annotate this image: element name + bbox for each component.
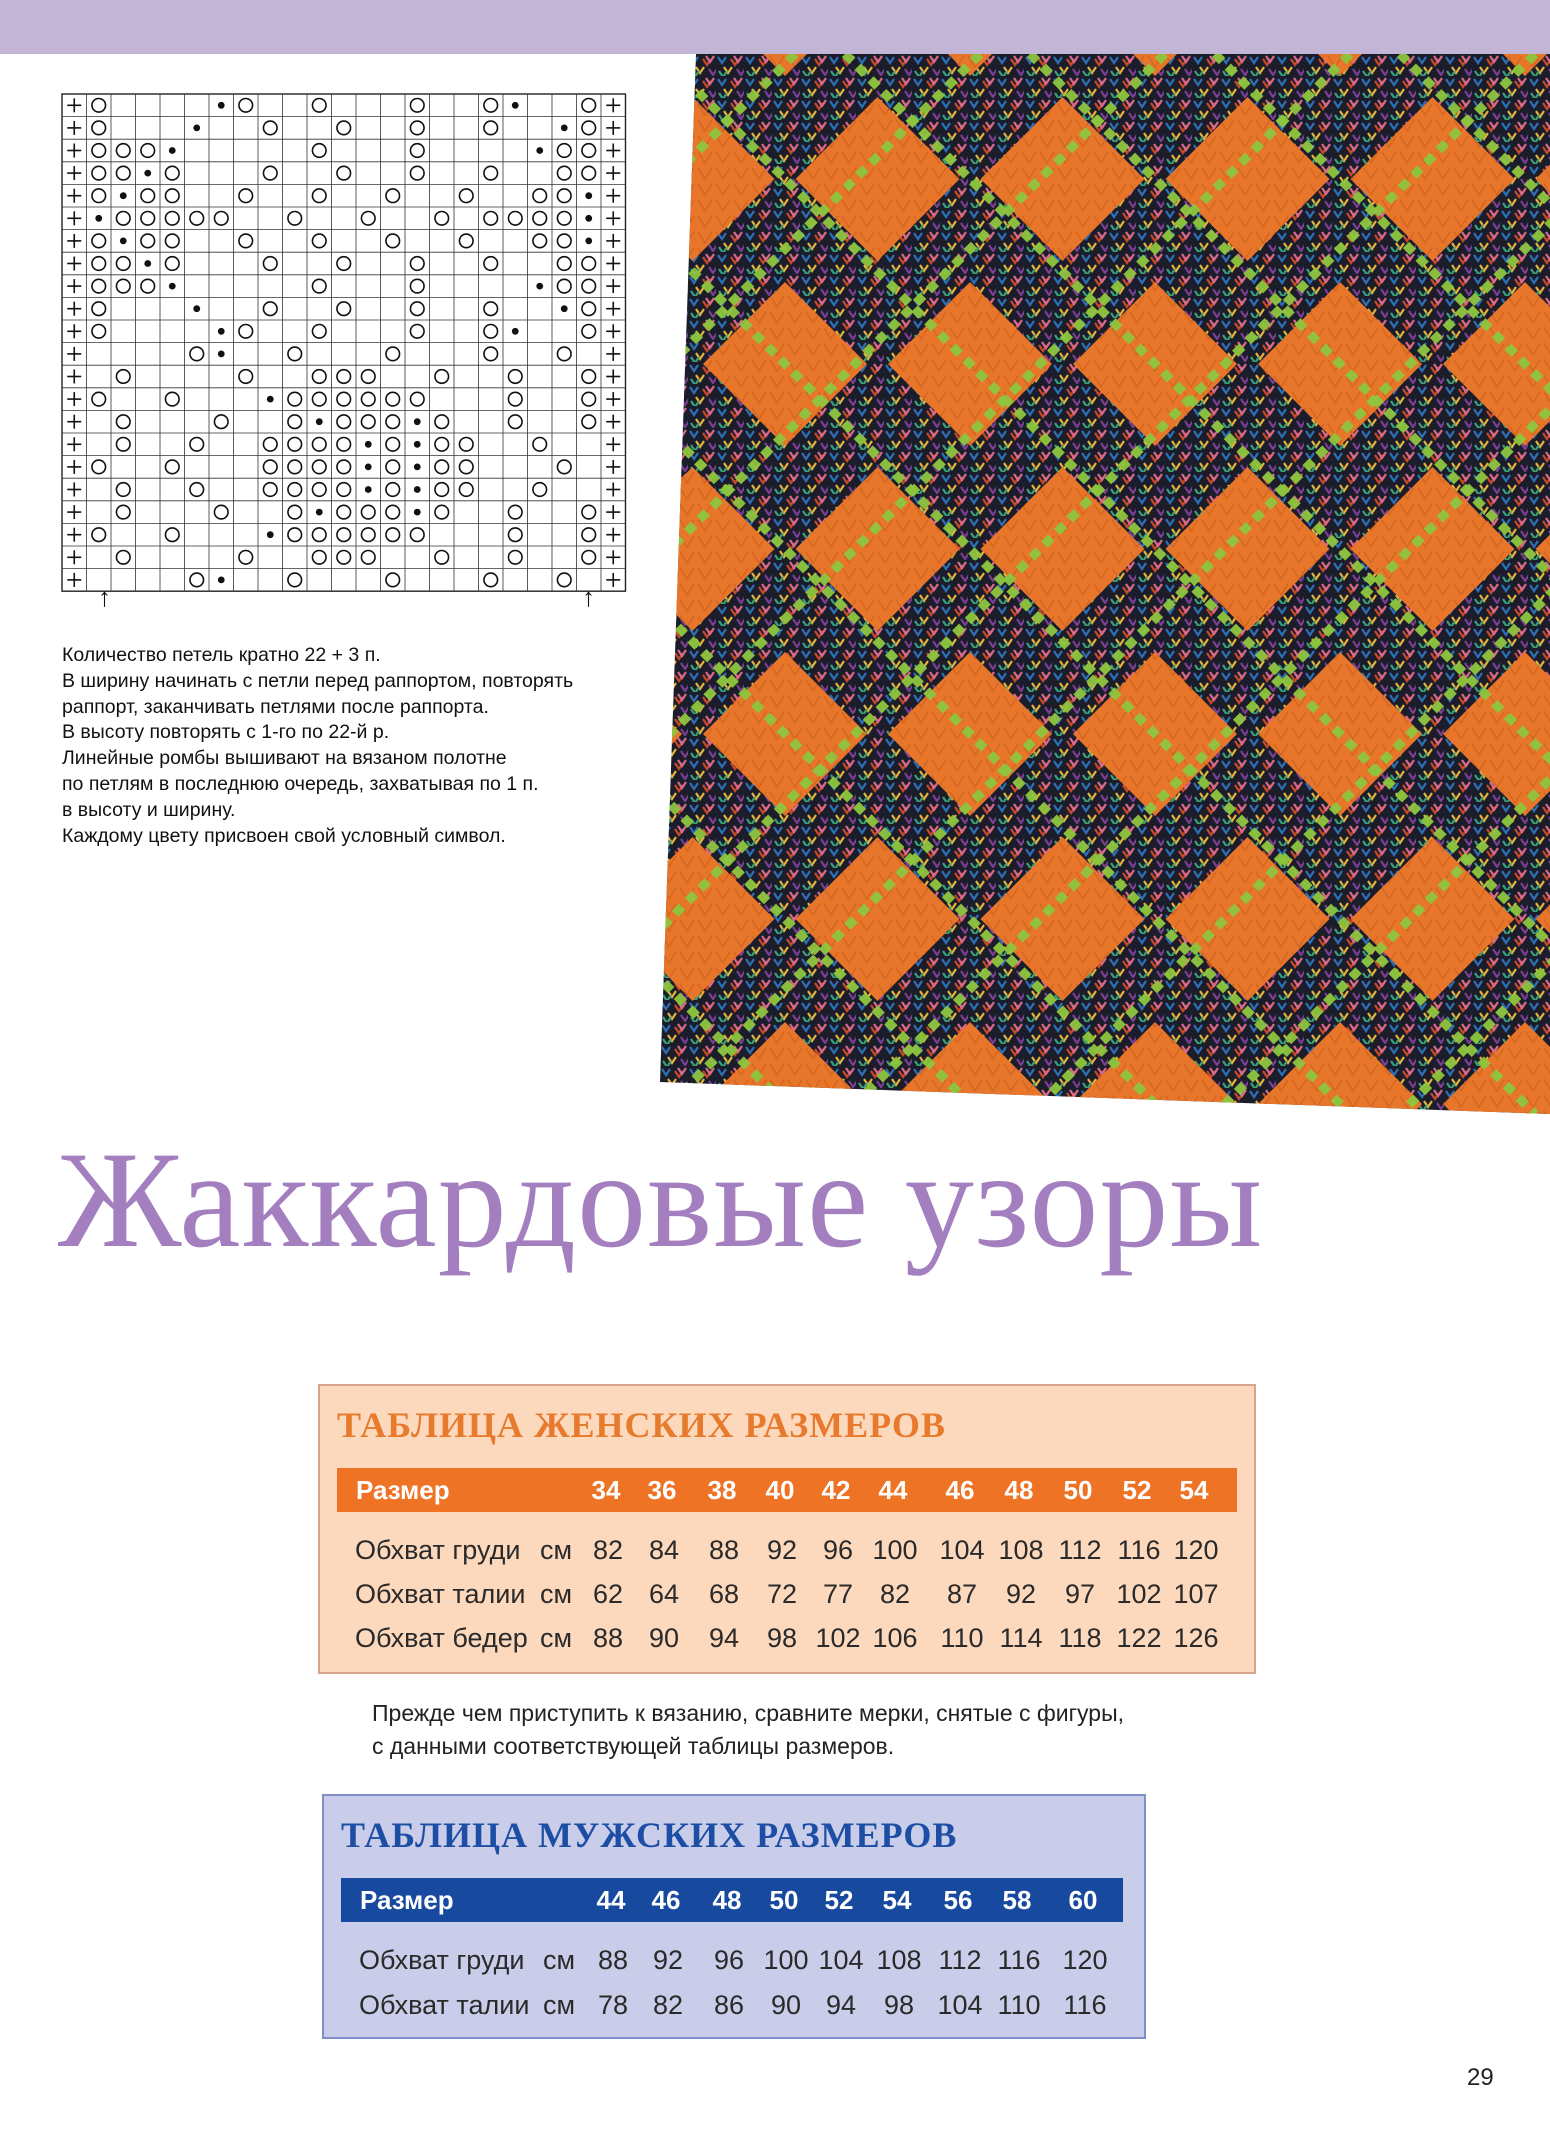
chart-symbol-dot [536, 283, 543, 290]
unit-label: см [540, 1535, 573, 1565]
size-header-cell: 36 [647, 1475, 677, 1505]
chart-symbol-dot [585, 237, 592, 244]
chart-symbol-dot [218, 350, 225, 357]
note-line: по петлям в последнюю очередь, захватывая по 1 п. [62, 772, 539, 795]
size-header-cell: 38 [707, 1475, 737, 1505]
measure-value: 87 [946, 1579, 978, 1609]
advice-text [372, 1697, 1124, 1763]
measure-value: 86 [713, 1990, 745, 2020]
note-line: Количество петель кратно 22 + 3 п. [62, 644, 381, 666]
chart-symbol-dot [414, 441, 421, 448]
size-header-cell: 48 [712, 1885, 742, 1915]
chart-symbol-dot [414, 486, 421, 493]
chart-symbol-dot [267, 396, 274, 403]
size-header-cell: 60 [1068, 1885, 1098, 1915]
advice-line: с данными соответствующей таблицы размеров. [372, 1733, 895, 1759]
measure-value: 110 [997, 1990, 1041, 2020]
measure-value: 88 [708, 1535, 740, 1565]
size-header-cell: 52 [1122, 1475, 1152, 1505]
measure-value: 104 [939, 1535, 985, 1565]
measure-value: 92 [652, 1945, 684, 1975]
measure-value: 98 [883, 1990, 915, 2020]
arrow-up-icon: ↑ [582, 582, 595, 612]
size-header-cell: 46 [945, 1475, 975, 1505]
measure-value: 100 [763, 1945, 809, 1975]
measure-value: 106 [872, 1623, 918, 1653]
size-header-cell: 50 [1063, 1475, 1093, 1505]
measure-value: 94 [825, 1990, 857, 2020]
unit-label: см [540, 1579, 573, 1609]
measure-value: 100 [872, 1535, 918, 1565]
size-header-cell: 56 [943, 1885, 973, 1915]
measure-value: 116 [997, 1945, 1041, 1975]
size-header-cell: 52 [824, 1885, 854, 1915]
note-line: Каждому цвету присвоен свой условный символ. [62, 824, 506, 847]
measure-value: 120 [1173, 1535, 1219, 1565]
size-header-label: Размер [356, 1475, 450, 1505]
measure-value: 107 [1173, 1579, 1219, 1609]
note-line: В ширину начинать с петли перед раппортом, повторять [62, 669, 574, 692]
measure-value: 77 [822, 1579, 854, 1609]
measure-value: 68 [708, 1579, 740, 1609]
measure-value: 82 [652, 1990, 684, 2020]
measure-value: 90 [770, 1990, 802, 2020]
measure-value: 97 [1064, 1579, 1096, 1609]
measure-label: Обхват талии [355, 1579, 526, 1609]
measure-value: 72 [766, 1579, 798, 1609]
chart-symbol-dot [414, 509, 421, 516]
size-header-cell: 48 [1004, 1475, 1034, 1505]
chart-symbol-dot [218, 328, 225, 335]
size-header-cell: 44 [596, 1885, 626, 1915]
measure-value: 88 [592, 1623, 624, 1653]
page-number: 29 [1467, 2064, 1494, 2091]
table-title: ТАБЛИЦА ЖЕНСКИХ РАЗМЕРОВ [337, 1405, 946, 1445]
table-header-row [337, 1468, 1237, 1512]
chart-symbol-dot [561, 305, 568, 312]
arrow-up-icon: ↑ [98, 582, 111, 612]
chart-symbol-dot [585, 215, 592, 222]
chart-symbol-dot [365, 486, 372, 493]
unit-label: см [543, 1990, 576, 2020]
chart-symbol-dot [144, 260, 151, 267]
measure-value: 116 [1063, 1990, 1107, 2020]
size-header-cell: 44 [878, 1475, 908, 1505]
chart-symbol-dot [218, 102, 225, 109]
measure-value: 118 [1058, 1623, 1102, 1653]
size-header-cell: 54 [1179, 1475, 1209, 1505]
size-header-label: Размер [360, 1885, 454, 1915]
measure-value: 126 [1173, 1623, 1219, 1653]
measure-value: 82 [592, 1535, 624, 1565]
measure-value: 62 [592, 1579, 624, 1609]
measure-value: 64 [648, 1579, 680, 1609]
chart-notes [62, 643, 662, 849]
top-color-band [0, 0, 1550, 54]
chart-symbol-dot [512, 102, 519, 109]
men-size-table [322, 1794, 1146, 2039]
measure-value: 122 [1116, 1623, 1162, 1653]
measure-value: 104 [818, 1945, 864, 1975]
measure-value: 92 [766, 1535, 798, 1565]
measure-value: 92 [1005, 1579, 1037, 1609]
measure-label: Обхват бедер [355, 1623, 528, 1653]
unit-label: см [540, 1623, 573, 1653]
page-title: Жаккардовые узоры [58, 1123, 1264, 1276]
chart-symbol-dot [193, 124, 200, 131]
chart-symbol-dot [414, 418, 421, 425]
measure-value: 108 [876, 1945, 922, 1975]
advice-line: Прежде чем приступить к вязанию, сравните мерки, снятые с фигуры, [372, 1700, 1125, 1726]
note-line: Линейные ромбы вышивают на вязаном полотне [62, 747, 507, 770]
measure-value: 104 [937, 1990, 983, 2020]
note-line: в высоту и ширину. [62, 798, 236, 821]
measure-value: 116 [1117, 1535, 1161, 1565]
measure-value: 84 [648, 1535, 680, 1565]
chart-grid-svg [61, 93, 627, 592]
chart-symbol-dot [95, 215, 102, 222]
chart-symbol-dot [365, 463, 372, 470]
women-size-table [318, 1384, 1256, 1674]
chart-symbol-dot [316, 509, 323, 516]
measure-value: 96 [713, 1945, 745, 1975]
chart-symbol-dot [585, 192, 592, 199]
measure-value: 112 [1058, 1535, 1102, 1565]
table-title: ТАБЛИЦА МУЖСКИХ РАЗМЕРОВ [341, 1815, 958, 1855]
measure-value: 90 [648, 1623, 680, 1653]
unit-label: см [543, 1945, 576, 1975]
note-line: раппорт, заканчивать петлями после раппорта. [62, 695, 489, 718]
measure-label: Обхват груди [359, 1945, 525, 1975]
measure-value: 114 [999, 1623, 1043, 1653]
chart-symbol-dot [414, 463, 421, 470]
measure-label: Обхват груди [355, 1535, 521, 1565]
size-header-cell: 42 [821, 1475, 851, 1505]
note-line: В высоту повторять с 1-го по 22-й р. [62, 721, 390, 744]
chart-symbol-dot [193, 305, 200, 312]
measure-value: 78 [597, 1990, 629, 2020]
measure-value: 94 [708, 1623, 740, 1653]
table-header-row [341, 1878, 1123, 1922]
measure-label: Обхват талии [359, 1990, 530, 2020]
chart-symbol-dot [120, 237, 127, 244]
chart-symbol-dot [316, 418, 323, 425]
chart-symbol-dot [561, 124, 568, 131]
size-header-cell: 40 [765, 1475, 795, 1505]
chart-symbol-dot [365, 441, 372, 448]
measure-value: 108 [998, 1535, 1044, 1565]
size-header-cell: 34 [591, 1475, 621, 1505]
chart-symbol-dot [169, 147, 176, 154]
chart-symbol-dot [218, 576, 225, 583]
knit-sample-photo [660, 54, 1550, 1114]
chart-symbol-dot [144, 170, 151, 177]
chart-symbol-dot [536, 147, 543, 154]
measure-value: 82 [879, 1579, 911, 1609]
size-header-cell: 58 [1002, 1885, 1032, 1915]
measure-value: 102 [815, 1623, 861, 1653]
chart-symbol-dot [120, 192, 127, 199]
size-header-cell: 54 [882, 1885, 912, 1915]
knit-pattern-svg [660, 54, 1550, 1114]
measure-value: 98 [766, 1623, 798, 1653]
measure-value: 96 [822, 1535, 854, 1565]
knitting-chart [61, 93, 627, 592]
chart-symbol-dot [267, 531, 274, 538]
chart-symbol-dot [169, 283, 176, 290]
measure-value: 88 [597, 1945, 629, 1975]
size-header-cell: 50 [769, 1885, 799, 1915]
chart-symbol-dot [512, 328, 519, 335]
measure-value: 120 [1062, 1945, 1108, 1975]
measure-value: 112 [938, 1945, 982, 1975]
measure-value: 102 [1116, 1579, 1162, 1609]
size-header-cell: 46 [651, 1885, 681, 1915]
measure-value: 110 [940, 1623, 984, 1653]
